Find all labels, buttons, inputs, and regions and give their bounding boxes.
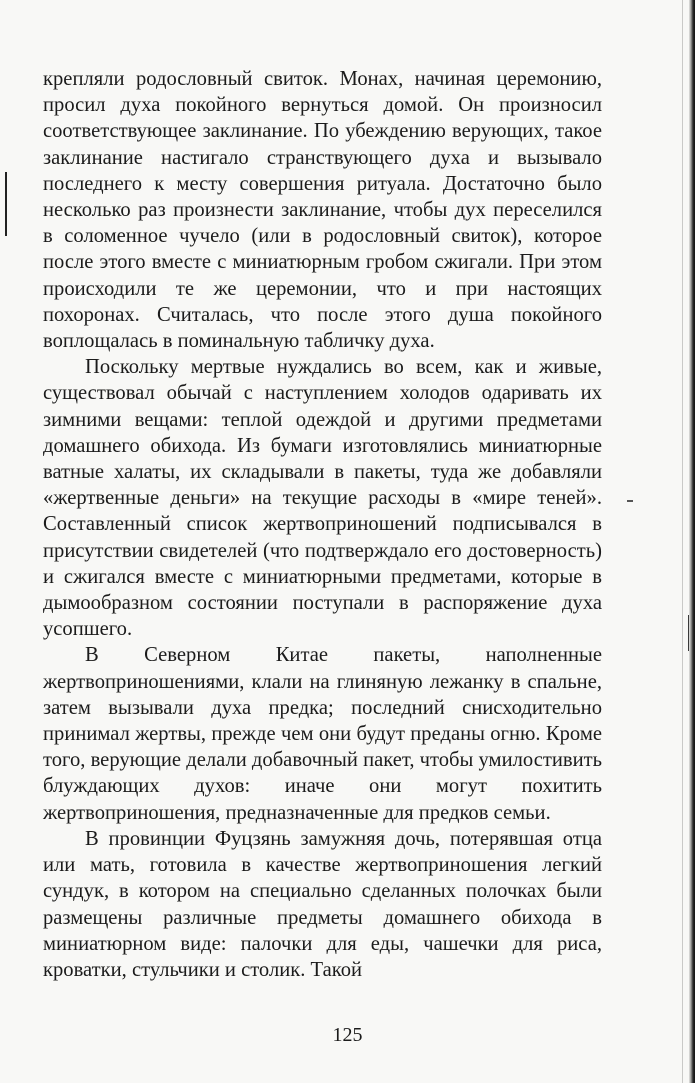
- margin-mark: [5, 172, 7, 236]
- body-text: [43, 66, 602, 983]
- page-edge-line: [682, 0, 683, 1083]
- scan-speck: [627, 500, 633, 502]
- page-binding-shadow: [689, 0, 695, 1083]
- paragraph: крепляли родословный свиток. Монах, начиная церемонию, просил духа покойного вернуться домой. Он произносил соответствующее заклинание. По убеждению верующих, такое заклинание настигало странствующего духа и вызывало последнего к месту совершения ритуала. Достаточно было несколько раз произнести заклинание, чтобы дух переселился в соломенное чучело (или в родословный свиток), которое после этого вместе с миниатюрным гробом сжигали. При этом происходили те же церемонии, что и при настоящих похоронах. Считалась, что после этого душа покойного воплощалась в поминальную табличку духа.: [43, 68, 602, 353]
- paragraph: В Северном Китае пакеты, наполненные жертвоприношениями, клали на глиняную лежанку в спальне, затем вызывали духа предка; последний снисходительно принимал жертвы, прежде чем они будут преданы огню. Кроме того, верующие делали добавочный пакет, чтобы умилостивить блуждающих духов: иначе они могут похитить жертвоприношения, предназначенные для предков семьи.: [43, 644, 602, 824]
- paragraph: В провинции Фуцзянь замужняя дочь, потерявшая отца или мать, готовила в качестве жертвоприношения легкий сундук, в котором на специально сделанных полочках были размещены различные предметы домашнего обихода в миниатюрном виде: палочки для еды, чашечки для риса, кроватки, стульчики и столик. Такой: [43, 827, 602, 981]
- paragraph: Поскольку мертвые нуждались во всем, как и живые, существовал обычай с наступлением холодов одаривать их зимними вещами: теплой одеждой и другими предметами домашнего обихода. Из бумаги изготовлялись миниатюрные ватные халаты, их складывали в пакеты, туда же добавляли «жертвенные деньги» на текущие расходы в «мире теней». Составленный список жертвоприношений подписывался в присутствии свидетелей (что подтверждало его достоверность) и сжигался вместе с миниатюрными предметами, которые в дымообразном состоянии поступали в распоряжение духа усопшего.: [43, 356, 602, 641]
- page-number: 125: [332, 1024, 363, 1046]
